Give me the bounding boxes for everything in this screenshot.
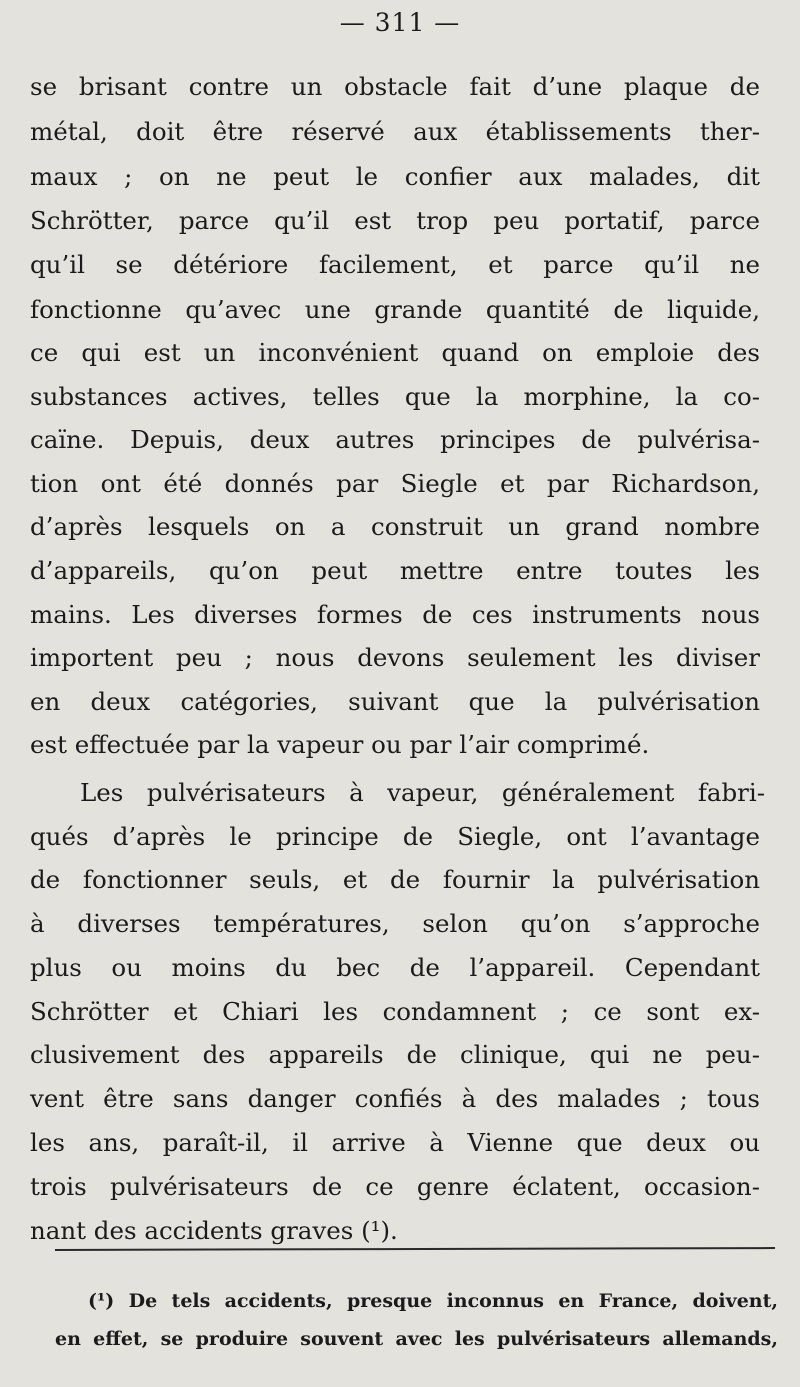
text-line: nant des accidents graves (¹).: [30, 1216, 398, 1245]
text-line: est effectuée par la vapeur ou par l’air comprimé.: [30, 730, 650, 759]
text-line: vent être sans danger confiés à des malades ; tous: [30, 1084, 760, 1113]
text-line: métal, doit être réservé aux établissements ther-: [30, 117, 760, 146]
text-line: fonctionne qu’avec une grande quantité de liquide,: [30, 295, 760, 324]
text-line: maux ; on ne peut le confier aux malades, dit: [30, 162, 760, 191]
text-line: les ans, paraît-il, il arrive à Vienne que deux ou: [30, 1128, 760, 1157]
text-line: qués d’après le principe de Siegle, ont l’avantage: [30, 822, 760, 851]
footnote-line: en effet, se produire souvent avec les pulvérisateurs allemands,: [55, 1328, 778, 1350]
text-line: Schrötter, parce qu’il est trop peu portatif, parce: [30, 206, 760, 235]
text-line: à diverses températures, selon qu’on s’approche: [30, 909, 760, 938]
text-line: se brisant contre un obstacle fait d’une plaque de: [30, 72, 760, 101]
text-line: en deux catégories, suivant que la pulvérisation: [30, 687, 760, 716]
text-line: qu’il se détériore facilement, et parce qu’il ne: [30, 250, 760, 279]
text-line: mains. Les diverses formes de ces instruments nous: [30, 600, 760, 629]
footnote-line: (¹) De tels accidents, presque inconnus en France, doivent,: [88, 1290, 778, 1312]
text-line: substances actives, telles que la morphine, la co-: [30, 382, 760, 411]
text-line: importent peu ; nous devons seulement les diviser: [30, 643, 760, 672]
text-line: plus ou moins du bec de l’appareil. Cependant: [30, 953, 760, 982]
text-line: tion ont été donnés par Siegle et par Richardson,: [30, 469, 760, 498]
text-line: d’appareils, qu’on peut mettre entre toutes les: [30, 556, 760, 585]
page-number: — 311 —: [339, 8, 461, 37]
text-line: caïne. Depuis, deux autres principes de pulvérisa-: [30, 425, 760, 454]
text-line: Les pulvérisateurs à vapeur, généralement fabri-: [80, 778, 765, 807]
text-line: Schrötter et Chiari les condamnent ; ce sont ex-: [30, 997, 760, 1026]
text-line: clusivement des appareils de clinique, qui ne peu-: [30, 1040, 760, 1069]
text-line: de fonctionner seuls, et de fournir la pulvérisation: [30, 865, 760, 894]
text-line: trois pulvérisateurs de ce genre éclatent, occasion-: [30, 1172, 760, 1201]
text-line: d’après lesquels on a construit un grand nombre: [30, 512, 760, 541]
text-line: ce qui est un inconvénient quand on emploie des: [30, 338, 760, 367]
footnote-rule: [55, 1247, 775, 1251]
